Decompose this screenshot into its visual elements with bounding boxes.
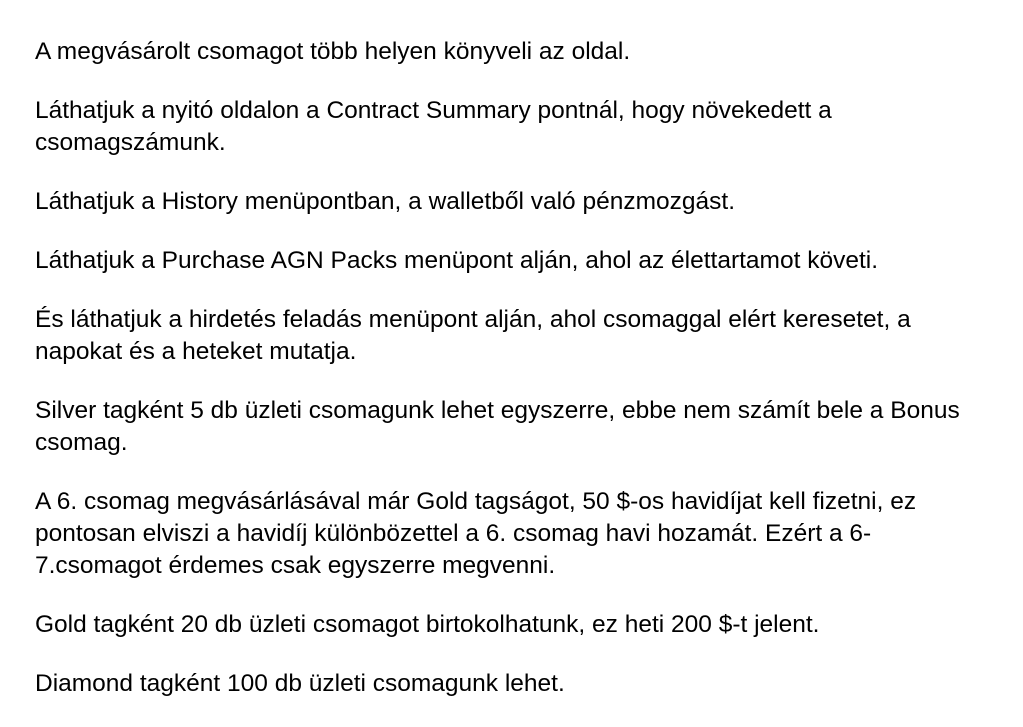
paragraph-8: Gold tagként 20 db üzleti csomagot birtokolhatunk, ez heti 200 $-t jelent. bbox=[35, 611, 820, 638]
paragraph-2: Láthatjuk a nyitó oldalon a Contract Summary pontnál, hogy növekedett a csomagszámunk. bbox=[35, 97, 832, 156]
paragraph-3: Láthatjuk a History menüpontban, a walletből való pénzmozgást. bbox=[35, 188, 736, 215]
paragraph-5: És láthatjuk a hirdetés feladás menüpont alján, ahol csomaggal elért keresetet, a napokat és a heteket mutatja. bbox=[35, 306, 911, 365]
paragraph-7: A 6. csomag megvásárlásával már Gold tagságot, 50 $-os havidíjat kell fizetni, ez pontosan elviszi a havidíj különbözettel a 6. csomag havi hozamát. Ezért a 6-7.csomagot érdemes csak egyszerre megvenni. bbox=[35, 488, 917, 579]
paragraph-4: Láthatjuk a Purchase AGN Packs menüpont alján, ahol az élettartamot követi. bbox=[35, 247, 879, 274]
paragraph-9: Diamond tagként 100 db üzleti csomagunk lehet. bbox=[35, 670, 565, 697]
paragraph-1: A megvásárolt csomagot több helyen könyveli az oldal. bbox=[35, 38, 631, 65]
document-body bbox=[35, 36, 995, 727]
paragraph-6: Silver tagként 5 db üzleti csomagunk lehet egyszerre, ebbe nem számít bele a Bonus csomag. bbox=[35, 397, 960, 456]
